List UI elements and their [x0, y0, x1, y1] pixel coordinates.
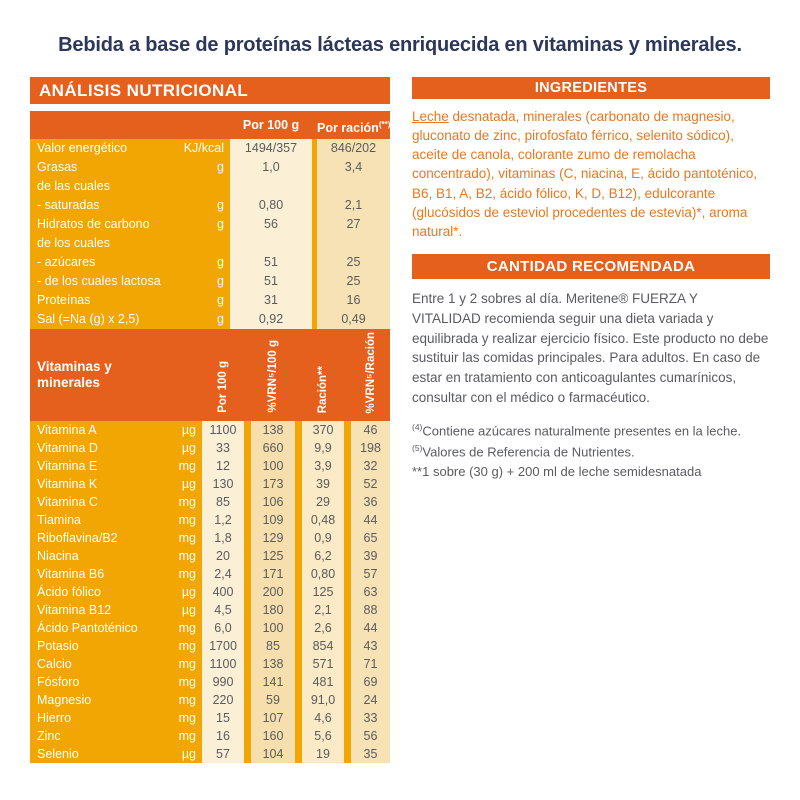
footnote-milk-sugars: $^{(4)}$Contiene azúcares naturalmente presentes en la leche. [412, 422, 742, 439]
vitamin-table-row [30, 529, 390, 547]
vitamin-label: Zinc [37, 729, 61, 743]
nutrition-panel [30, 77, 390, 763]
vitamin-vrn-racion: 39 [351, 547, 390, 565]
vitamin-label: Riboflavina/B2 [37, 531, 118, 545]
footnote-serving-definition: **1 sobre (30 g) + 200 ml de leche semidesnatada [412, 464, 702, 480]
vitamin-unit: mg [178, 567, 196, 581]
vitamin-per-100g: 1100 [202, 655, 244, 673]
vitamin-vrn-racion: 63 [351, 583, 390, 601]
vitamin-vrn-racion: 44 [351, 619, 390, 637]
vitamin-label: Calcio [37, 657, 72, 671]
col-header-per-100g: Por 100 g [242, 118, 300, 132]
vitamin-vrn-100g: 200 [251, 583, 295, 601]
vitamin-unit: mg [178, 549, 196, 563]
vitamin-vrn-100g: 59 [251, 691, 295, 709]
vitamin-racion: 2,1 [302, 601, 344, 619]
vitamin-racion: 91,0 [302, 691, 344, 709]
vitamin-unit: µg [181, 747, 196, 761]
vitamin-unit: µg [181, 423, 196, 437]
vitamin-vrn-100g: 171 [251, 565, 295, 583]
vitamin-unit: mg [178, 675, 196, 689]
vitamin-per-100g: 6,0 [202, 619, 244, 637]
vitamin-rows-section [30, 421, 390, 763]
vitamin-vrn-100g: 106 [251, 493, 295, 511]
vitamin-per-100g: 1,2 [202, 511, 244, 529]
nutrition-table-row [30, 253, 390, 272]
vitamin-label: Vitamina A [37, 423, 97, 437]
vitamin-table-row [30, 745, 390, 763]
nutrient-label: - de los cuales lactosa [37, 274, 161, 288]
nutrient-label: Sal (=Na (g) x 2,5) [37, 312, 140, 326]
vitamins-header-row [30, 329, 390, 421]
value-per-racion: 0,49 [317, 310, 390, 329]
vitamin-vrn-racion: 44 [351, 511, 390, 529]
vitamin-label: Niacina [37, 549, 79, 563]
info-panel [412, 77, 770, 482]
vitamin-per-100g: 2,4 [202, 565, 244, 583]
nutrient-unit [180, 177, 230, 196]
vitamin-table-row [30, 637, 390, 655]
vitamin-vrn-100g: 100 [251, 457, 295, 475]
nutrition-table-row [30, 139, 390, 158]
footnote-5-marker: (5) [412, 442, 423, 453]
vitamin-per-100g: 130 [202, 475, 244, 493]
vitamin-vrn-racion: 33 [351, 709, 390, 727]
vitamin-vrn-100g: 100 [251, 619, 295, 637]
nutrition-table-row [30, 177, 390, 196]
vitamin-table-row [30, 619, 390, 637]
vitamin-racion: 571 [302, 655, 344, 673]
vitamin-table-row [30, 709, 390, 727]
vitamin-table-row [30, 475, 390, 493]
vitamin-label: Magnesio [37, 693, 92, 707]
vitamin-per-100g: 990 [202, 673, 244, 691]
ingredients-text [412, 107, 770, 241]
racion-footnote-marker: (**) [378, 120, 391, 129]
vitamin-racion: 29 [302, 493, 344, 511]
vitamin-unit: mg [178, 531, 196, 545]
nutrition-table-row [30, 272, 390, 291]
vitamin-vrn-100g: 125 [251, 547, 295, 565]
vitamin-vrn-100g: 107 [251, 709, 295, 727]
vitamin-label: Vitamina D [37, 441, 98, 455]
nutrition-table-row [30, 158, 390, 177]
content-columns [30, 77, 770, 763]
nutrient-unit: g [217, 293, 224, 307]
value-per-100g: 56 [230, 215, 312, 234]
nutrient-unit: g [217, 198, 224, 212]
value-per-100g: 51 [230, 253, 312, 272]
vitamin-vrn-100g: 85 [251, 637, 295, 655]
vitamin-unit: mg [178, 657, 196, 671]
vitamin-table-row [30, 727, 390, 745]
nutrition-table [30, 111, 390, 763]
vitamin-vrn-racion: 56 [351, 727, 390, 745]
nutrient-unit: KJ/kcal [183, 141, 224, 155]
value-per-racion: 3,4 [317, 158, 390, 177]
value-per-racion [317, 234, 390, 253]
vit-col-header-vrn-100g: %VRN⁵/100 g [267, 340, 279, 413]
vitamin-label: Vitamina K [37, 477, 98, 491]
vitamin-table-row [30, 673, 390, 691]
vitamin-racion: 4,6 [302, 709, 344, 727]
vitamin-label: Ácido Pantoténico [37, 621, 138, 635]
nutrient-label: de las cuales [37, 179, 110, 193]
vitamin-unit: µg [181, 585, 196, 599]
vitamin-per-100g: 4,5 [202, 601, 244, 619]
footnote-nutrient-reference: $^{(5)}$Valores de Referencia de Nutrientes. [412, 442, 635, 460]
vitamin-table-row [30, 601, 390, 619]
vitamin-vrn-racion: 65 [351, 529, 390, 547]
vitamin-unit: µg [181, 441, 196, 455]
vitamins-minerals-title: Vitaminas y minerales [37, 359, 112, 390]
nutrition-table-row [30, 196, 390, 215]
vitamin-unit: mg [178, 693, 196, 707]
vitamin-vrn-100g: 138 [251, 421, 295, 439]
vitamin-racion: 0,9 [302, 529, 344, 547]
vitamin-vrn-100g: 180 [251, 601, 295, 619]
vitamin-vrn-racion: 69 [351, 673, 390, 691]
footnote-asterisk-marker: ** [412, 464, 423, 480]
vitamin-racion: 5,6 [302, 727, 344, 745]
vit-col-header-racion: Ración** [317, 365, 329, 413]
nutrient-unit: g [217, 312, 224, 326]
nutrient-unit [180, 234, 230, 253]
nutrition-table-row [30, 234, 390, 253]
col-header-per-racion: Por ración(**) [317, 120, 391, 136]
recommended-header-bar: CANTIDAD RECOMENDADA [412, 254, 770, 279]
vitamin-vrn-100g: 160 [251, 727, 295, 745]
vitamin-racion: 0,48 [302, 511, 344, 529]
nutrient-label: - saturadas [37, 198, 100, 212]
nutrition-header-bar: ANÁLISIS NUTRICIONAL [30, 77, 390, 104]
ingredients-header-bar: INGREDIENTES [412, 77, 770, 99]
macro-column-header-row [30, 111, 390, 139]
vitamin-table-row [30, 547, 390, 565]
nutrition-table-row [30, 291, 390, 310]
value-per-100g: 0,92 [230, 310, 312, 329]
vitamin-vrn-racion: 24 [351, 691, 390, 709]
vitamin-racion: 2,6 [302, 619, 344, 637]
value-per-100g: 1,0 [230, 158, 312, 177]
vitamin-racion: 370 [302, 421, 344, 439]
vitamin-unit: mg [178, 711, 196, 725]
vitamin-racion: 481 [302, 673, 344, 691]
vitamin-label: Vitamina E [37, 459, 98, 473]
vitamin-label: Vitamina B6 [37, 567, 105, 581]
nutrient-unit: g [217, 274, 224, 288]
footnote-4-marker: (4) [412, 422, 423, 433]
vitamin-unit: µg [181, 603, 196, 617]
vitamin-vrn-100g: 660 [251, 439, 295, 457]
vitamin-vrn-racion: 52 [351, 475, 390, 493]
nutrition-table-row [30, 310, 390, 329]
value-per-100g [230, 177, 312, 196]
vitamin-table-row [30, 691, 390, 709]
vitamin-table-row [30, 493, 390, 511]
value-per-racion: 846/202 [317, 139, 390, 158]
vitamin-per-100g: 33 [202, 439, 244, 457]
vitamin-per-100g: 12 [202, 457, 244, 475]
vitamin-vrn-100g: 141 [251, 673, 295, 691]
vitamin-label: Selenio [37, 747, 79, 761]
value-per-racion: 25 [317, 253, 390, 272]
vitamin-vrn-100g: 173 [251, 475, 295, 493]
vitamin-per-100g: 400 [202, 583, 244, 601]
vitamin-per-100g: 1,8 [202, 529, 244, 547]
footnotes [412, 421, 770, 482]
vitamin-table-row [30, 565, 390, 583]
value-per-100g: 51 [230, 272, 312, 291]
nutrient-label: Valor energético [37, 141, 128, 155]
recommended-text: Entre 1 y 2 sobres al día. Meritene® FUERZA Y VITALIDAD recomienda seguir una dieta variada y equilibrada y realizar ejercicio físico. Este producto no debe sustituir las comidas principales. Para adultos. En caso de estar en tratamiento con anticoagulantes cumarínicos, consultar con el médico o farmacéutico. [412, 291, 769, 405]
vitamin-label: Hierro [37, 711, 72, 725]
nutrient-label: - azúcares [37, 255, 96, 269]
vitamin-racion: 19 [302, 745, 344, 763]
vitamin-racion: 6,2 [302, 547, 344, 565]
nutrition-table-row [30, 215, 390, 234]
macro-rows-section [30, 139, 390, 329]
vit-col-header-per-100g: Por 100 g [217, 361, 229, 413]
ingredients-lead-word: Leche [412, 109, 449, 124]
vitamin-per-100g: 16 [202, 727, 244, 745]
vitamin-vrn-racion: 198 [351, 439, 390, 457]
vitamin-label: Ácido fólico [37, 585, 101, 599]
vitamin-racion: 125 [302, 583, 344, 601]
vitamin-unit: mg [178, 729, 196, 743]
vitamin-racion: 854 [302, 637, 344, 655]
vitamin-label: Vitamina B12 [37, 603, 112, 617]
value-per-racion: 25 [317, 272, 390, 291]
vitamin-table-row [30, 655, 390, 673]
vitamin-vrn-racion: 43 [351, 637, 390, 655]
vitamin-table-row [30, 511, 390, 529]
vitamin-vrn-racion: 32 [351, 457, 390, 475]
nutrient-unit: g [217, 217, 224, 231]
vitamin-vrn-100g: 129 [251, 529, 295, 547]
value-per-100g [230, 234, 312, 253]
vitamin-racion: 0,80 [302, 565, 344, 583]
nutrient-unit: g [217, 255, 224, 269]
vitamin-table-row [30, 457, 390, 475]
vitamin-table-row [30, 439, 390, 457]
value-per-racion: 27 [317, 215, 390, 234]
vitamin-per-100g: 220 [202, 691, 244, 709]
vitamin-unit: mg [178, 621, 196, 635]
vitamin-vrn-100g: 138 [251, 655, 295, 673]
nutrient-label: Hidratos de carbono [37, 217, 150, 231]
value-per-racion: 2,1 [317, 196, 390, 215]
nutrient-label: de los cuales [37, 236, 110, 250]
vitamin-racion: 39 [302, 475, 344, 493]
vitamin-table-row [30, 583, 390, 601]
nutrient-unit: g [217, 160, 224, 174]
nutrient-label: Grasas [37, 160, 78, 174]
vitamin-vrn-100g: 109 [251, 511, 295, 529]
ingredients-body: desnatada, minerales (carbonato de magnesio, gluconato de zinc, pirofosfato férrico, selenito sódico), aceite de canola, colorante zumo de remolacha concentrado), vitaminas (C, niacina, E, ácido pantoténico, B6, B1, A, B2, ácido fólico, K, D, B12), edulcorante (glucósidos de esteviol procedentes de estevia)*, aroma natural*. [412, 109, 758, 239]
vitamin-label: Tiamina [37, 513, 81, 527]
vitamin-racion: 3,9 [302, 457, 344, 475]
vitamin-per-100g: 85 [202, 493, 244, 511]
value-per-100g: 31 [230, 291, 312, 310]
vitamin-label: Vitamina C [37, 495, 98, 509]
vitamin-vrn-racion: 36 [351, 493, 390, 511]
vitamin-unit: mg [178, 639, 196, 653]
nutrient-label: Proteínas [37, 293, 91, 307]
vitamin-table-row [30, 421, 390, 439]
vitamin-unit: mg [178, 495, 196, 509]
vitamin-per-100g: 15 [202, 709, 244, 727]
value-per-racion [317, 177, 390, 196]
vitamin-label: Fósforo [37, 675, 80, 689]
vitamin-label: Potasio [37, 639, 79, 653]
vitamin-vrn-racion: 57 [351, 565, 390, 583]
vitamin-racion: 9,9 [302, 439, 344, 457]
vitamin-vrn-100g: 104 [251, 745, 295, 763]
vitamin-unit: mg [178, 459, 196, 473]
vitamin-vrn-racion: 71 [351, 655, 390, 673]
value-per-racion: 16 [317, 291, 390, 310]
vitamin-unit: µg [181, 477, 196, 491]
vitamin-per-100g: 1100 [202, 421, 244, 439]
vitamin-per-100g: 57 [202, 745, 244, 763]
vitamin-vrn-racion: 88 [351, 601, 390, 619]
value-per-100g: 0,80 [230, 196, 312, 215]
vitamin-vrn-racion: 46 [351, 421, 390, 439]
page-title: Bebida a base de proteínas lácteas enriquecida en vitaminas y minerales. [58, 34, 742, 56]
vitamin-per-100g: 20 [202, 547, 244, 565]
vit-col-header-vrn-racion: %VRN⁵/Ración [364, 331, 377, 413]
vitamin-vrn-racion: 35 [351, 745, 390, 763]
vitamin-per-100g: 1700 [202, 637, 244, 655]
vitamin-unit: mg [178, 513, 196, 527]
value-per-100g: 1494/357 [230, 139, 312, 158]
